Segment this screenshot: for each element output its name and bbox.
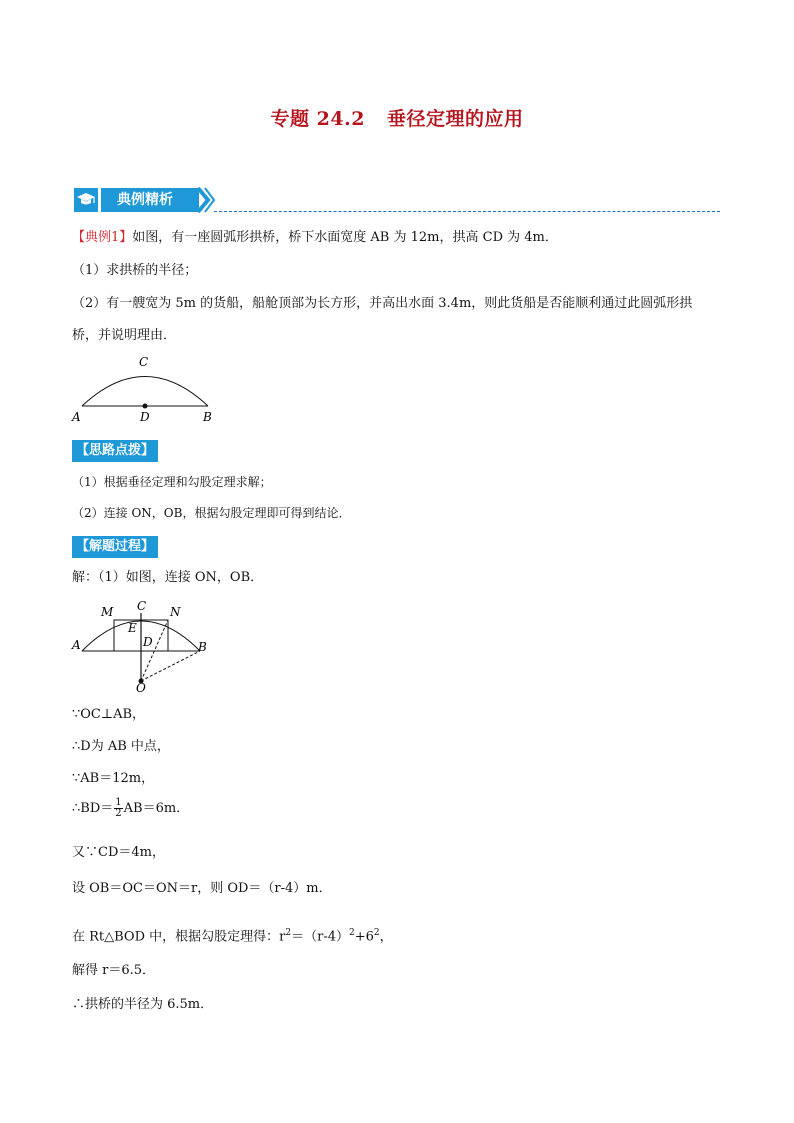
pyth-sup-2: 2 <box>349 928 355 938</box>
solution-pythagoras-line <box>72 924 393 946</box>
section-divider <box>214 211 720 212</box>
label-E: E <box>128 621 137 635</box>
pyth-mid: ＝（r-4） <box>291 929 349 945</box>
bd-pre: ∴BD＝ <box>72 801 114 816</box>
label-D2: D <box>143 635 153 649</box>
fraction-denominator: 2 <box>115 808 122 819</box>
label-D: D <box>140 410 150 424</box>
solution-line-6: 解得 r＝6.5． <box>72 963 156 978</box>
solution-tag: 【解题过程】 <box>72 536 158 558</box>
title-prefix: 专题 24.2 <box>270 108 365 130</box>
pyth-pre: 在 Rt△BOD 中，根据勾股定理得：r <box>72 929 286 945</box>
pyth-mid-2: +6 <box>354 929 374 945</box>
chevron-right-icon <box>196 186 216 218</box>
solution-line-2: ∴D为 AB 中点， <box>72 739 170 754</box>
question-2-line-1: （2）有一艘宽为 5m 的货船，船舱顶部为长方形，并高出水面 3.4m，则此货船是否能顺利通过此圆弧形拱 <box>72 296 693 311</box>
solution-line-7: ∴拱桥的半径为 6.5m． <box>72 997 214 1012</box>
pyth-sup-1: 2 <box>285 928 292 938</box>
label-A2: A <box>72 638 81 652</box>
label-N: N <box>170 605 181 619</box>
label-C2: C <box>137 599 147 613</box>
example-stem: 如图，有一座圆弧形拱桥，桥下水面宽度 AB 为 12m，拱高 CD 为 4m． <box>132 230 558 245</box>
label-C: C <box>139 355 149 369</box>
bridge-figure-1 <box>66 350 226 430</box>
label-A: A <box>72 410 81 424</box>
pyth-post: ， <box>379 929 393 945</box>
hint-line-2: （2）连接 ON，OB，根据勾股定理即可得到结论． <box>72 506 351 520</box>
example-tag: 【典例1】 <box>72 230 133 245</box>
example-stem-line <box>72 229 558 247</box>
solution-line-1: ∵OC⊥AB， <box>72 707 146 722</box>
label-B2: B <box>198 640 207 654</box>
question-2-line-2: 桥，并说明理由． <box>72 328 177 343</box>
section-label: 典例精析 <box>101 188 199 212</box>
question-1: （1）求拱桥的半径； <box>72 263 198 278</box>
label-O: O <box>136 681 146 695</box>
hint-tag: 【思路点拨】 <box>72 440 158 462</box>
label-B: B <box>203 410 212 424</box>
solution-line-4: 又∵CD＝4m， <box>72 845 165 860</box>
solution-intro: 解：（1）如图，连接 ON，OB． <box>72 570 264 585</box>
label-M: M <box>101 605 114 619</box>
bd-post: AB＝6m． <box>123 801 190 816</box>
page-title <box>0 104 794 131</box>
solution-bd-line <box>72 798 189 820</box>
solution-line-5: 设 OB＝OC＝ON＝r，则 OD＝（r-4）m． <box>72 881 332 896</box>
bridge-figure-2 <box>66 596 226 696</box>
title-name: 垂径定理的应用 <box>386 108 524 130</box>
pyth-sup-3: 2 <box>373 928 380 938</box>
hint-line-1: （1）根据垂径定理和勾股定理求解； <box>72 475 272 489</box>
fraction-half <box>114 798 122 819</box>
graduation-cap-icon <box>74 188 98 212</box>
solution-line-3: ∵AB＝12m， <box>72 771 155 786</box>
fraction-numerator: 1 <box>115 797 122 808</box>
